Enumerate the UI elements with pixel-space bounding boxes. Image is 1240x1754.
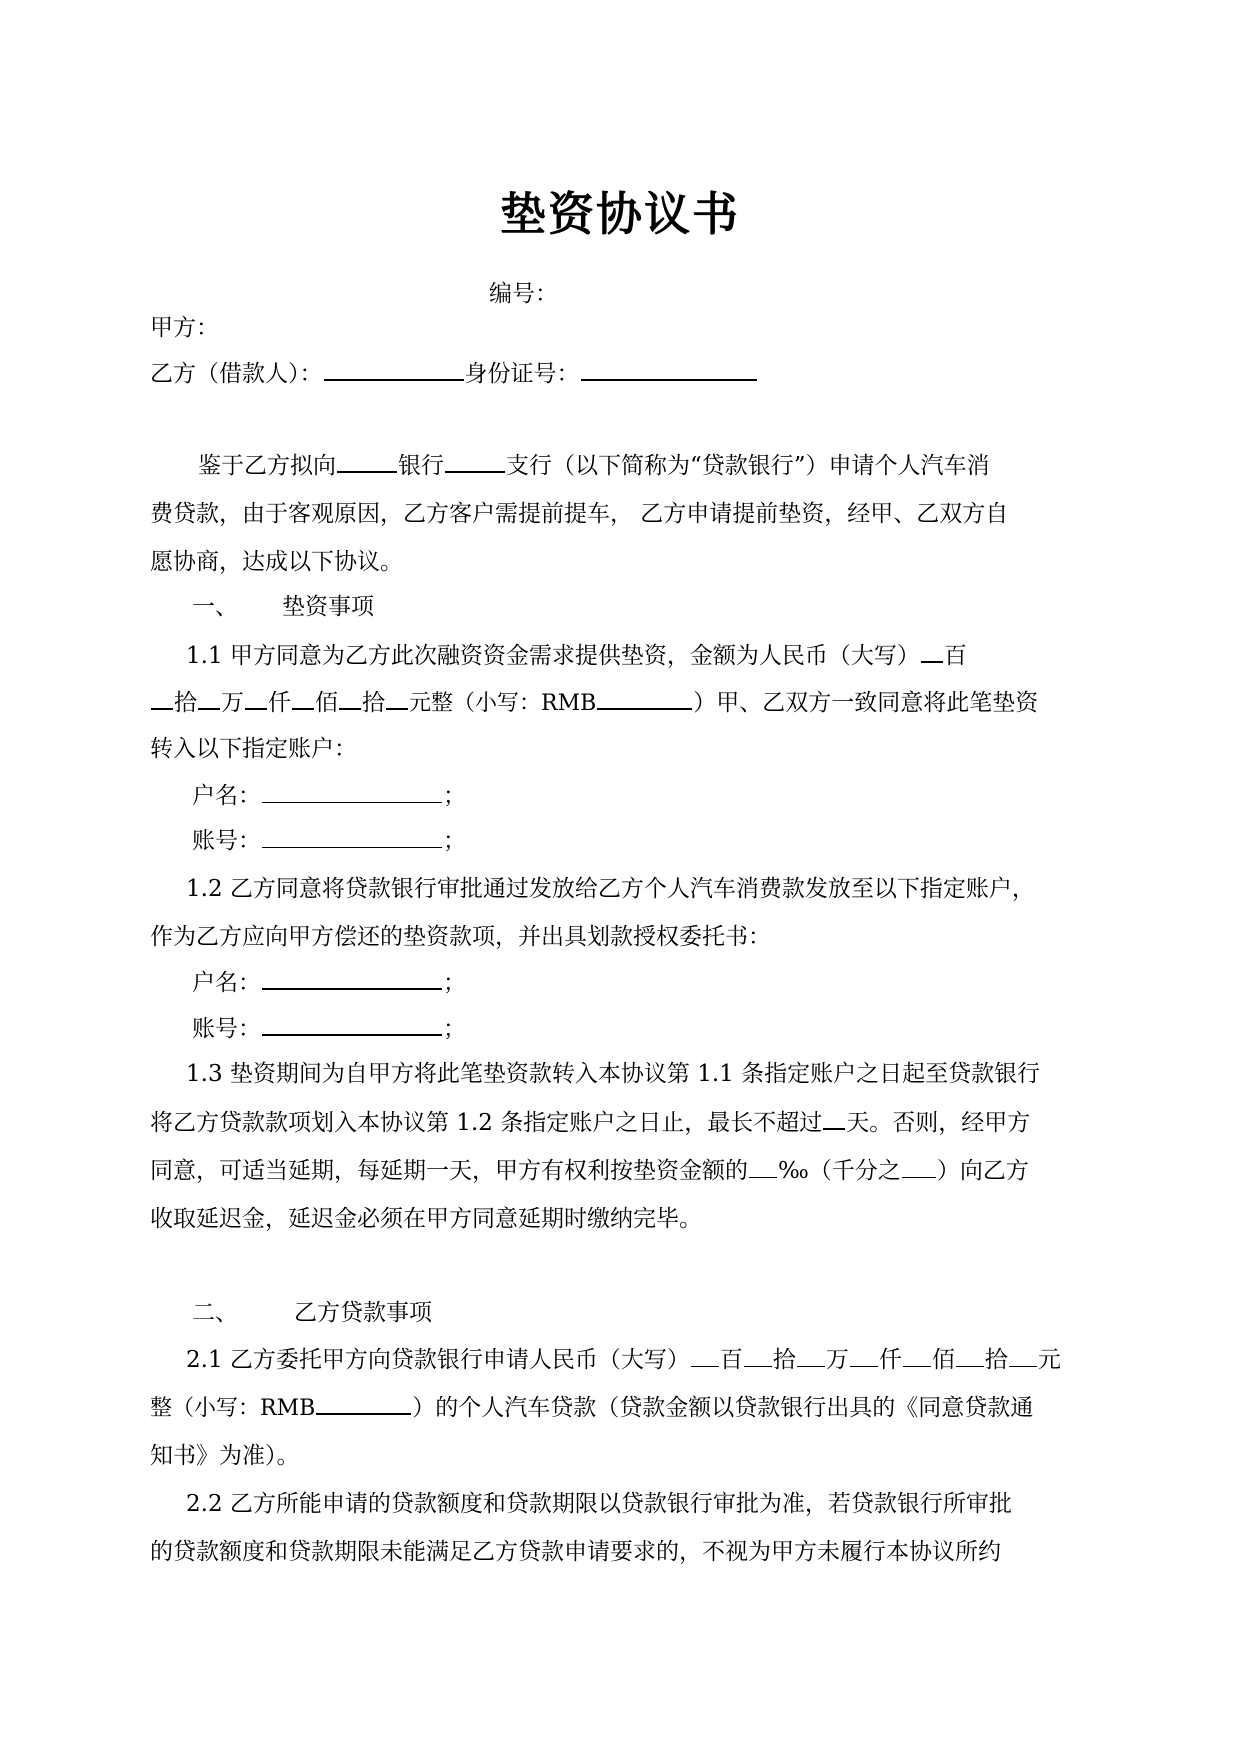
account-number-row-2 <box>192 1012 466 1045</box>
intro-line-3: 愿协商，达成以下协议。 <box>150 549 403 575</box>
section-1-heading <box>192 591 374 623</box>
account-number-blank <box>262 825 442 848</box>
clause-text: 将乙方贷款款项划入本协议第 1.2 条指定账户之日止，最长不超过 <box>150 1110 823 1136</box>
unit-text: 元 <box>1037 1347 1061 1373</box>
intro-text: 银行 <box>398 453 444 479</box>
party-b-name-blank <box>324 357 464 381</box>
amount-blank <box>956 1344 984 1367</box>
unit-text: 仟 <box>268 690 291 716</box>
clause-text: ）的个人汽车贷款（贷款金额以贷款银行出具的《同意贷款通 <box>412 1395 1034 1421</box>
unit-text: 元整（小写：RMB <box>409 691 597 716</box>
document-title: 垫资协议书 <box>500 187 740 241</box>
section-title: 垫资事项 <box>282 594 374 620</box>
semicolon: ； <box>443 783 466 809</box>
account-name-blank <box>262 966 442 990</box>
clause-1-3-line-2 <box>150 1106 1030 1139</box>
bank-name-blank <box>337 449 397 473</box>
unit-text: 仟 <box>878 1347 902 1373</box>
unit-text: 拾 <box>772 1347 796 1373</box>
clause-1-2-line-1: 1.2 乙方同意将贷款银行审批通过发放给乙方个人汽车消费款发放至以下指定账户， <box>186 876 1035 902</box>
account-name-blank <box>262 780 442 803</box>
amount-blank <box>744 1344 772 1367</box>
clause-text: 整（小写：RMB <box>150 1396 316 1421</box>
branch-name-blank <box>445 449 505 473</box>
amount-blank <box>903 1344 931 1367</box>
amount-blank <box>151 686 173 710</box>
unit-text: 拾 <box>174 690 197 716</box>
days-blank <box>823 1106 845 1130</box>
unit-text: 百 <box>719 1347 743 1373</box>
amount-blank <box>339 686 361 710</box>
rmb-amount-blank <box>316 1391 411 1415</box>
account-name-row-1 <box>192 780 466 812</box>
party-b-label: 乙方（借款人）： <box>150 361 323 387</box>
unit-text: 万 <box>825 1347 849 1373</box>
semicolon: ； <box>443 1016 466 1042</box>
amount-blank <box>198 686 220 710</box>
account-number-label: 账号： <box>192 1016 261 1042</box>
amount-blank <box>245 686 267 710</box>
account-name-label: 户名： <box>192 783 261 809</box>
unit-text: 万 <box>221 690 244 716</box>
semicolon: ； <box>443 970 466 996</box>
party-a-label: 甲方： <box>150 315 219 341</box>
amount-blank <box>292 686 314 710</box>
intro-text: 支行（以下简称为“贷款银行”）申请个人汽车消 <box>506 453 990 479</box>
section-2-heading <box>192 1297 432 1329</box>
clause-1-1-line-2 <box>150 686 1038 720</box>
account-number-row-1 <box>192 825 466 857</box>
section-number: 二、 <box>192 1300 238 1326</box>
clause-1-3-line-4: 收取延迟金，延迟金必须在甲方同意延期时缴纳完毕。 <box>150 1206 702 1232</box>
clause-text: ‰（千分之 <box>778 1158 901 1184</box>
intro-line-1 <box>198 449 990 482</box>
clause-text: 同意，可适当延期，每延期一天，甲方有权利按垫资金额的 <box>150 1158 748 1184</box>
amount-blank <box>386 686 408 710</box>
clause-2-1-line-3: 知书》为准）。 <box>150 1443 300 1469</box>
unit-text: 拾 <box>362 690 385 716</box>
number-label: 编号： <box>489 281 558 307</box>
clause-text: 天。否则，经甲方 <box>846 1110 1031 1136</box>
amount-blank <box>850 1344 878 1367</box>
clause-text: 1.1 甲方同意为乙方此次融资资金需求提供垫资，金额为人民币（大写） <box>186 643 920 669</box>
section-title: 乙方贷款事项 <box>294 1300 432 1326</box>
account-number-label: 账号： <box>192 828 261 854</box>
account-name-label: 户名： <box>192 970 261 996</box>
clause-text: ）甲、乙双方一致同意将此笔垫资 <box>693 690 1039 716</box>
clause-1-1-line-3: 转入以下指定账户： <box>150 736 357 762</box>
unit-text: 佰 <box>931 1347 955 1373</box>
unit-text: 拾 <box>984 1347 1008 1373</box>
intro-line-2: 费贷款，由于客观原因，乙方客户需提前提车， 乙方申请提前垫资，经甲、乙双方自 <box>150 501 1009 527</box>
clause-2-1-line-1 <box>186 1344 1061 1376</box>
id-number-blank <box>581 357 757 381</box>
clause-2-1-line-2 <box>150 1391 1033 1425</box>
clause-text: 2.1 乙方委托甲方向贷款银行申请人民币（大写） <box>186 1347 690 1373</box>
amount-blank <box>1009 1344 1037 1367</box>
rate-blank <box>902 1155 936 1178</box>
clause-1-1-line-1 <box>186 639 967 672</box>
clause-1-2-line-2: 作为乙方应向甲方偿还的垫资款项，并出具划款授权委托书： <box>150 924 771 950</box>
account-name-row-2 <box>192 966 466 999</box>
clause-2-2-line-1: 2.2 乙方所能申请的贷款额度和贷款期限以贷款银行审批为准，若贷款银行所审批 <box>186 1491 1012 1517</box>
semicolon: ； <box>443 828 466 854</box>
clause-1-3-line-3 <box>150 1155 1029 1187</box>
account-number-blank <box>262 1012 442 1036</box>
section-number: 一、 <box>192 594 238 620</box>
clause-2-2-line-2: 的贷款额度和贷款期限未能满足乙方贷款申请要求的，不视为甲方未履行本协议所约 <box>150 1539 1001 1565</box>
amount-blank <box>797 1344 825 1367</box>
clause-1-3-line-1: 1.3 垫资期间为自甲方将此笔垫资款转入本协议第 1.1 条指定账户之日起至贷款银行 <box>186 1061 1041 1087</box>
rate-blank <box>749 1155 777 1178</box>
clause-text: ）向乙方 <box>936 1158 1029 1184</box>
amount-blank <box>921 639 943 663</box>
intro-text: 鉴于乙方拟向 <box>198 453 336 479</box>
unit-text: 佰 <box>315 690 338 716</box>
id-label: 身份证号： <box>464 361 580 387</box>
amount-blank <box>691 1344 719 1367</box>
clause-text: 百 <box>943 643 967 669</box>
party-b-line <box>150 357 758 390</box>
rmb-amount-blank <box>597 686 692 710</box>
